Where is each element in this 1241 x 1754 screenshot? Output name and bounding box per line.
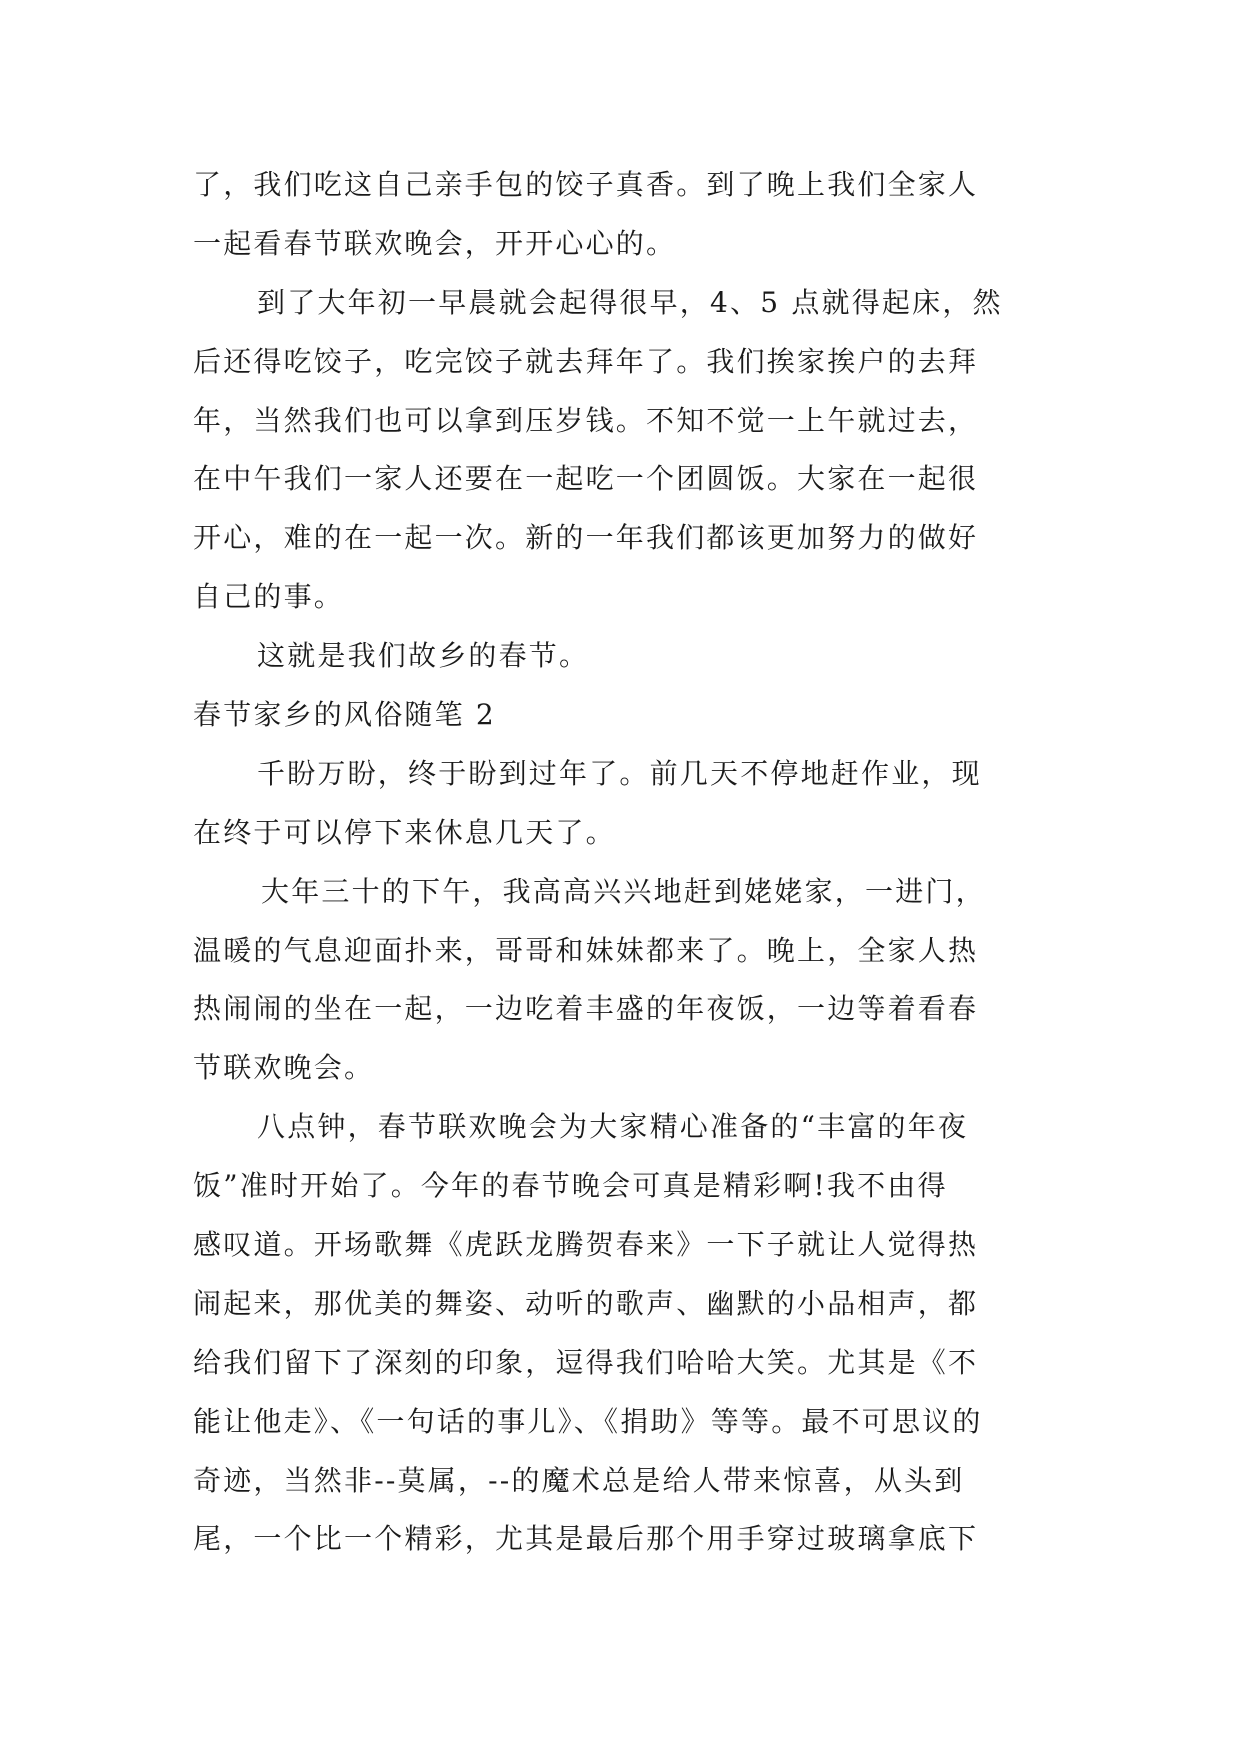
text-line: 后还得吃饺子，吃完饺子就去拜年了。我们挨家挨户的去拜	[193, 344, 979, 378]
text-line: 尾，一个比一个精彩，尤其是最后那个用手穿过玻璃拿底下	[193, 1522, 979, 1556]
text-line: 热闹闹的坐在一起，一边吃着丰盛的年夜饭，一边等着看春	[193, 992, 979, 1026]
text-line: 给我们留下了深刻的印象，逗得我们哈哈大笑。尤其是《不	[193, 1345, 979, 1379]
document-body	[193, 156, 1057, 1569]
section-heading: 春节家乡的风俗随笔 2	[193, 698, 496, 732]
text-line: 一起看春节联欢晚会，开开心心的。	[193, 226, 677, 260]
paragraph-start: 这就是我们故乡的春节。	[257, 639, 590, 673]
text-line: 了，我们吃这自己亲手包的饺子真香。到了晚上我们全家人	[193, 168, 979, 201]
text-line: 奇迹，当然非--莫属，--的魔术总是给人带来惊喜，从头到	[193, 1463, 965, 1497]
text-line: 年，当然我们也可以拿到压岁钱。不知不觉一上午就过去，	[193, 403, 979, 437]
text-line: 自己的事。	[193, 580, 345, 614]
text-line: 能让他走》、《一句话的事儿》、《捐助》等等。最不可思议的	[193, 1404, 983, 1438]
paragraph-start: 到了大年初一早晨就会起得很早，4、5 点就得起床，然	[257, 285, 1003, 319]
paragraph-start: 大年三十的下午，我高高兴兴地赶到姥姥家，一进门，	[261, 874, 986, 908]
text-line: 开心，难的在一起一次。新的一年我们都该更加努力的做好	[193, 521, 979, 555]
paragraph-start: 千盼万盼，终于盼到过年了。前几天不停地赶作业，现	[257, 756, 982, 790]
text-line: 闹起来，那优美的舞姿、动听的歌声、幽默的小品相声，都	[193, 1286, 979, 1320]
text-line: 饭”准时开始了。今年的春节晚会可真是精彩啊!我不由得	[193, 1169, 948, 1203]
text-line: 温暖的气息迎面扑来，哥哥和妹妹都来了。晚上，全家人热	[193, 933, 979, 967]
text-line: 在终于可以停下来休息几天了。	[193, 815, 616, 849]
text-line: 感叹道。开场歌舞《虎跃龙腾贺春来》一下子就让人觉得热	[193, 1228, 979, 1262]
paragraph-start: 八点钟，春节联欢晚会为大家精心准备的“丰富的年夜	[257, 1110, 969, 1144]
text-line: 在中午我们一家人还要在一起吃一个团圆饭。大家在一起很	[193, 462, 979, 496]
text-line: 节联欢晚会。	[193, 1051, 375, 1085]
